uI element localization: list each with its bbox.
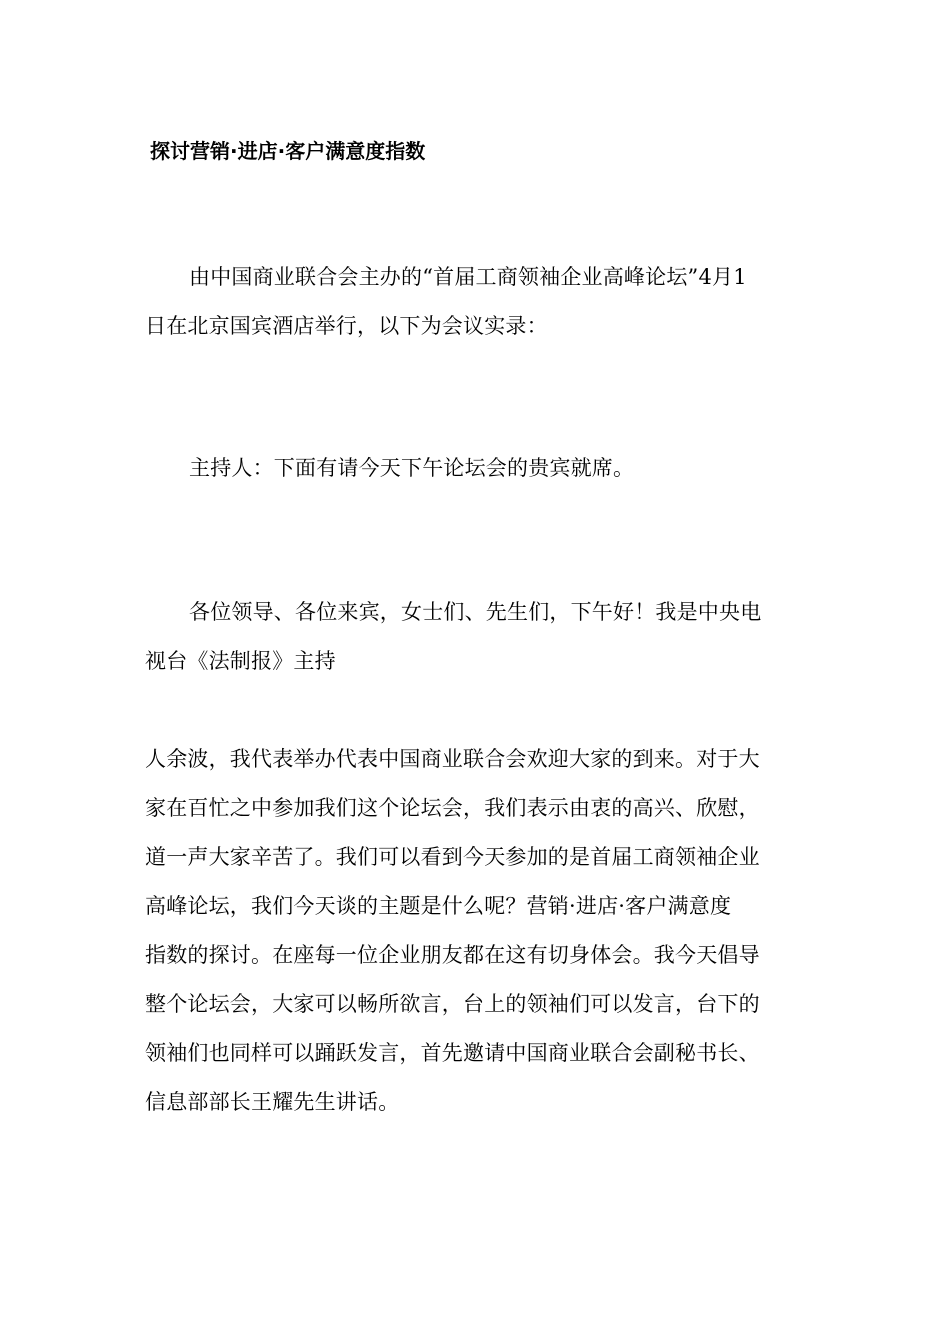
paragraph-1-line-1: 由中国商业联合会主办的“首届工商领袖企业高峰论坛”4月1 [189,265,747,289]
paragraph-4-line-7: 领袖们也同样可以踊跃发言，首先邀请中国商业联合会副秘书长、 [145,1041,760,1065]
paragraph-3-line-2: 视台《法制报》主持 [145,649,336,673]
paragraph-2-line-1: 主持人：下面有请今天下午论坛会的贵宾就席。 [189,456,635,480]
paragraph-4-line-8: 信息部部长王耀先生讲话。 [145,1090,400,1114]
paragraph-4-line-4: 高峰论坛，我们今天谈的主题是什么呢？营销·进店·客户满意度 [145,894,732,918]
paragraph-4-line-3: 道一声大家辛苦了。我们可以看到今天参加的是首届工商领袖企业 [145,845,760,869]
paragraph-4-line-2: 家在百忙之中参加我们这个论坛会，我们表示由衷的高兴、欣慰， [145,796,760,820]
paragraph-3-line-1: 各位领导、各位来宾，女士们、先生们，下午好！我是中央电 [189,600,762,624]
document-title: 探讨营销·进店·客户满意度指数 [150,139,426,163]
paragraph-4-line-5: 指数的探讨。在座每一位企业朋友都在这有切身体会。我今天倡导 [145,943,760,967]
paragraph-4-line-1: 人余波，我代表举办代表中国商业联合会欢迎大家的到来。对于大 [145,747,760,771]
paragraph-1-line-2: 日在北京国宾酒店举行，以下为会议实录： [145,314,548,338]
paragraph-4-line-6: 整个论坛会，大家可以畅所欲言，台上的领袖们可以发言，台下的 [145,992,760,1016]
